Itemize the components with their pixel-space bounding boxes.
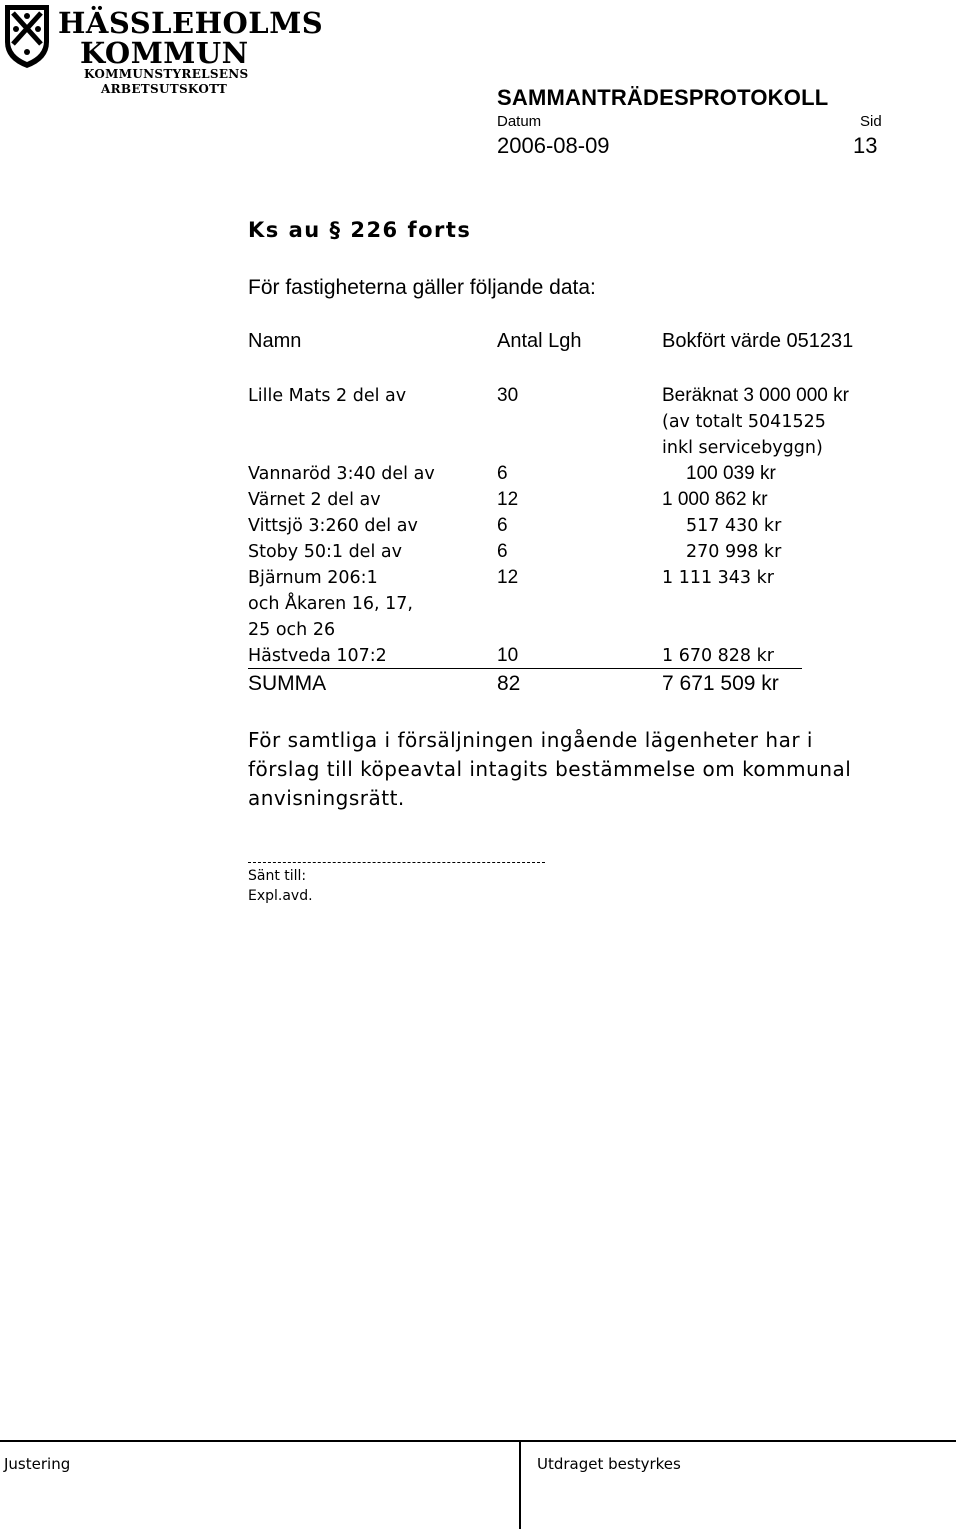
closing-line: förslag till köpeavtal intagits bestämmelse om kommunal	[248, 757, 852, 781]
column-header-apartments: Antal Lgh	[497, 330, 582, 352]
total-label: SUMMA	[248, 672, 327, 695]
row-value: 270 998 kr	[686, 542, 782, 562]
closing-line: För samtliga i försäljningen ingående lägenheter har i	[248, 728, 813, 752]
logo-subtitle-line1: KOMMUNSTYRELSENS	[84, 67, 249, 81]
row-value: Beräknat 3 000 000 kr	[662, 385, 849, 406]
column-header-name: Namn	[248, 330, 302, 352]
row-apartments: 12	[497, 489, 519, 510]
row-apartments: 10	[497, 645, 519, 666]
row-name: Hästveda 107:2	[248, 646, 387, 666]
row-apartments: 30	[497, 385, 519, 406]
footer-column-divider	[519, 1440, 521, 1529]
row-name-continued: 25 och 26	[248, 620, 336, 640]
row-value: 517 430 kr	[686, 516, 782, 536]
total-apartments: 82	[497, 672, 521, 695]
row-name: Vannaröd 3:40 del av	[248, 464, 435, 484]
row-value-note: inkl servicebyggn)	[662, 438, 823, 458]
row-name-continued: och Åkaren 16, 17,	[248, 594, 413, 614]
closing-line: anvisningsrätt.	[248, 786, 405, 810]
row-value: 1 000 862 kr	[662, 489, 768, 510]
row-name: Vittsjö 3:260 del av	[248, 516, 418, 536]
document-title: SAMMANTRÄDESPROTOKOLL	[497, 85, 829, 110]
row-apartments: 6	[497, 463, 508, 484]
row-value: 1 111 343 kr	[662, 568, 774, 588]
sent-to-recipient: Expl.avd.	[248, 888, 313, 904]
row-name: Värnet 2 del av	[248, 490, 381, 510]
logo-name-line1: HÄSSLEHOLMS	[58, 6, 324, 40]
total-value: 7 671 509 kr	[662, 672, 779, 695]
separator-line	[248, 862, 545, 863]
row-name: Bjärnum 206:1	[248, 568, 378, 588]
row-apartments: 6	[497, 515, 508, 536]
row-name: Stoby 50:1 del av	[248, 542, 402, 562]
row-value-note: (av totalt 5041525	[662, 412, 826, 432]
crest-icon	[2, 2, 52, 70]
column-header-book-value: Bokfört värde 051231	[662, 330, 854, 352]
row-value: 100 039 kr	[686, 463, 776, 484]
row-apartments: 6	[497, 541, 508, 562]
row-apartments: 12	[497, 567, 519, 588]
footer-certification: Utdraget bestyrkes	[537, 1455, 681, 1473]
sent-to-label: Sänt till:	[248, 868, 307, 884]
section-heading: Ks au § 226 forts	[248, 218, 472, 242]
row-value: 1 670 828 kr	[662, 646, 774, 666]
footer-divider	[0, 1440, 956, 1442]
total-divider	[248, 668, 802, 669]
date-label: Datum	[497, 113, 542, 130]
page-number: 13	[853, 133, 878, 158]
footer-justering: Justering	[4, 1455, 71, 1473]
date-value: 2006-08-09	[497, 133, 610, 158]
intro-text: För fastigheterna gäller följande data:	[248, 276, 596, 299]
row-name: Lille Mats 2 del av	[248, 386, 407, 406]
page-label: Sid	[860, 113, 882, 130]
logo-name-line2: KOMMUN	[80, 36, 249, 70]
logo-subtitle-line2: ARBETSUTSKOTT	[101, 82, 228, 96]
